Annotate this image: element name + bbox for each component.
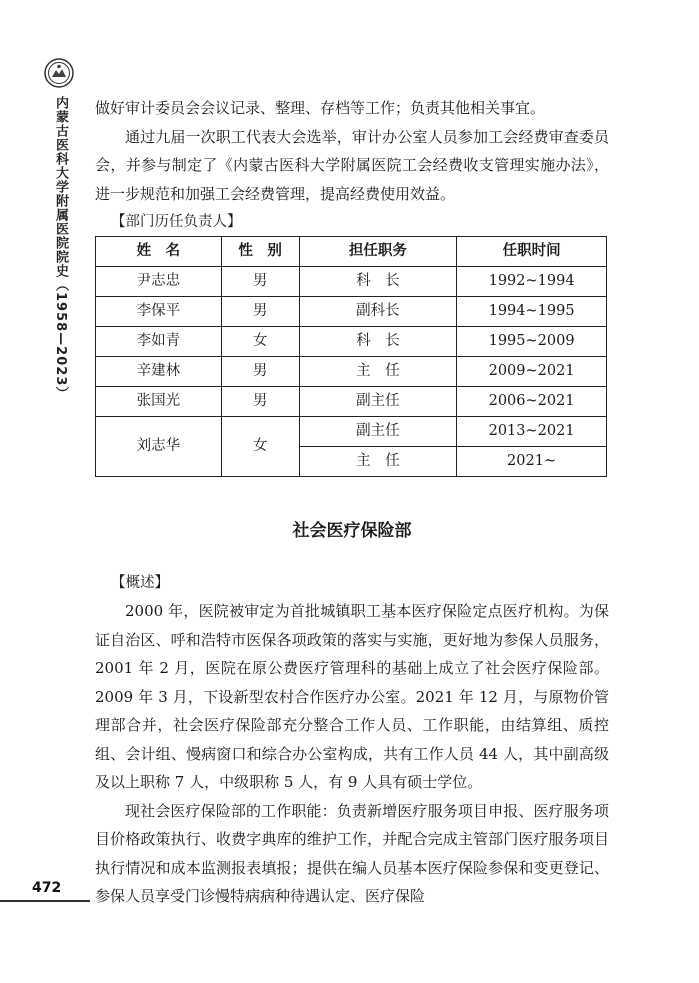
table-row bbox=[96, 417, 607, 447]
page-sidebar bbox=[0, 0, 90, 983]
table-row bbox=[96, 387, 607, 417]
header-name: 姓 名 bbox=[96, 237, 222, 267]
cell-role: 副主任 bbox=[299, 387, 457, 417]
table-row bbox=[96, 327, 607, 357]
cell-term: 1992~1994 bbox=[457, 267, 607, 297]
page-number: 472 bbox=[32, 880, 62, 896]
table-row bbox=[96, 357, 607, 387]
cell-term: 2009~2021 bbox=[457, 357, 607, 387]
cell-name: 李保平 bbox=[96, 297, 222, 327]
cell-role: 副主任 bbox=[299, 417, 457, 447]
cell-role: 主 任 bbox=[299, 447, 457, 477]
cell-term: 2006~2021 bbox=[457, 387, 607, 417]
header-term: 任职时间 bbox=[457, 237, 607, 267]
table-row bbox=[96, 297, 607, 327]
table-header-row bbox=[96, 237, 607, 267]
header-gender: 性 别 bbox=[221, 237, 299, 267]
leaders-label: 【部门历任负责人】 bbox=[111, 214, 242, 230]
book-title-vertical: 内蒙古医科大学附属医院院史（1958—2023） bbox=[53, 96, 68, 401]
table-row bbox=[96, 267, 607, 297]
paragraph-audit-duties: 做好审计委员会会议记录、整理、存档等工作；负责其他相关事宜。 bbox=[95, 99, 546, 117]
cell-term: 2013~2021 bbox=[457, 417, 607, 447]
cell-name: 张国光 bbox=[96, 387, 222, 417]
cell-gender: 男 bbox=[221, 297, 299, 327]
overview-label: 【概述】 bbox=[111, 575, 169, 591]
cell-role: 科 长 bbox=[299, 267, 457, 297]
cell-term: 1994~1995 bbox=[457, 297, 607, 327]
cell-term: 1995~2009 bbox=[457, 327, 607, 357]
section-title: 社会医疗保险部 bbox=[292, 521, 412, 541]
page-number-rule bbox=[0, 900, 90, 902]
page-content bbox=[95, 94, 609, 911]
cell-gender: 女 bbox=[221, 417, 299, 477]
cell-gender: 女 bbox=[221, 327, 299, 357]
cell-name: 辛建林 bbox=[96, 357, 222, 387]
hospital-emblem-icon bbox=[44, 58, 74, 88]
header-role: 担任职务 bbox=[299, 237, 457, 267]
cell-name: 尹志忠 bbox=[96, 267, 222, 297]
cell-gender: 男 bbox=[221, 267, 299, 297]
paragraph-union-review: 通过九届一次职工代表大会选举，审计办公室人员参加工会经费审查委员会，并参与制定了《内蒙古医科大学附属医院工会经费收支管理实施办法》，进一步规范和加强工会经费管理，提高经费使用效益。 bbox=[95, 127, 609, 203]
cell-term: 2021~ bbox=[457, 447, 607, 477]
leaders-table bbox=[95, 236, 607, 477]
paragraph-functions: 现社会医疗保险部的工作职能：负责新增医疗服务项目申报、医疗服务项目价格政策执行、收费字典库的维护工作，并配合完成主管部门医疗服务项目执行情况和成本监测报表填报；提供在编人员基本医疗保险参保和变更登记、参保人员享受门诊慢特病病种待遇认定、医疗保险 bbox=[95, 801, 609, 905]
cell-role: 科 长 bbox=[299, 327, 457, 357]
cell-role: 副科长 bbox=[299, 297, 457, 327]
cell-gender: 男 bbox=[221, 357, 299, 387]
cell-role: 主 任 bbox=[299, 357, 457, 387]
cell-name: 李如青 bbox=[96, 327, 222, 357]
cell-name: 刘志华 bbox=[96, 417, 222, 477]
cell-gender: 男 bbox=[221, 387, 299, 417]
paragraph-overview: 2000 年，医院被审定为首批城镇职工基本医疗保险定点医疗机构。为保证自治区、呼和浩特市医保各项政策的落实与实施，更好地为参保人员服务，2001 年 2 月，医院在原公费医疗管理科的基础上成立了社会医疗保险部。2009 年 3 月，下设新型农村合作医疗办公室。2021 年 12 月，与原物价管理部合并，社会医疗保险部充分整合工作人员、工作职能，由结算组、质控组、会计组、慢病窗口和综合办公室构成，共有工作人员 44 人，其中副高级及以上职称 7 人，中级职称 5 人，有 9 人具有硕士学位。 bbox=[95, 602, 609, 791]
